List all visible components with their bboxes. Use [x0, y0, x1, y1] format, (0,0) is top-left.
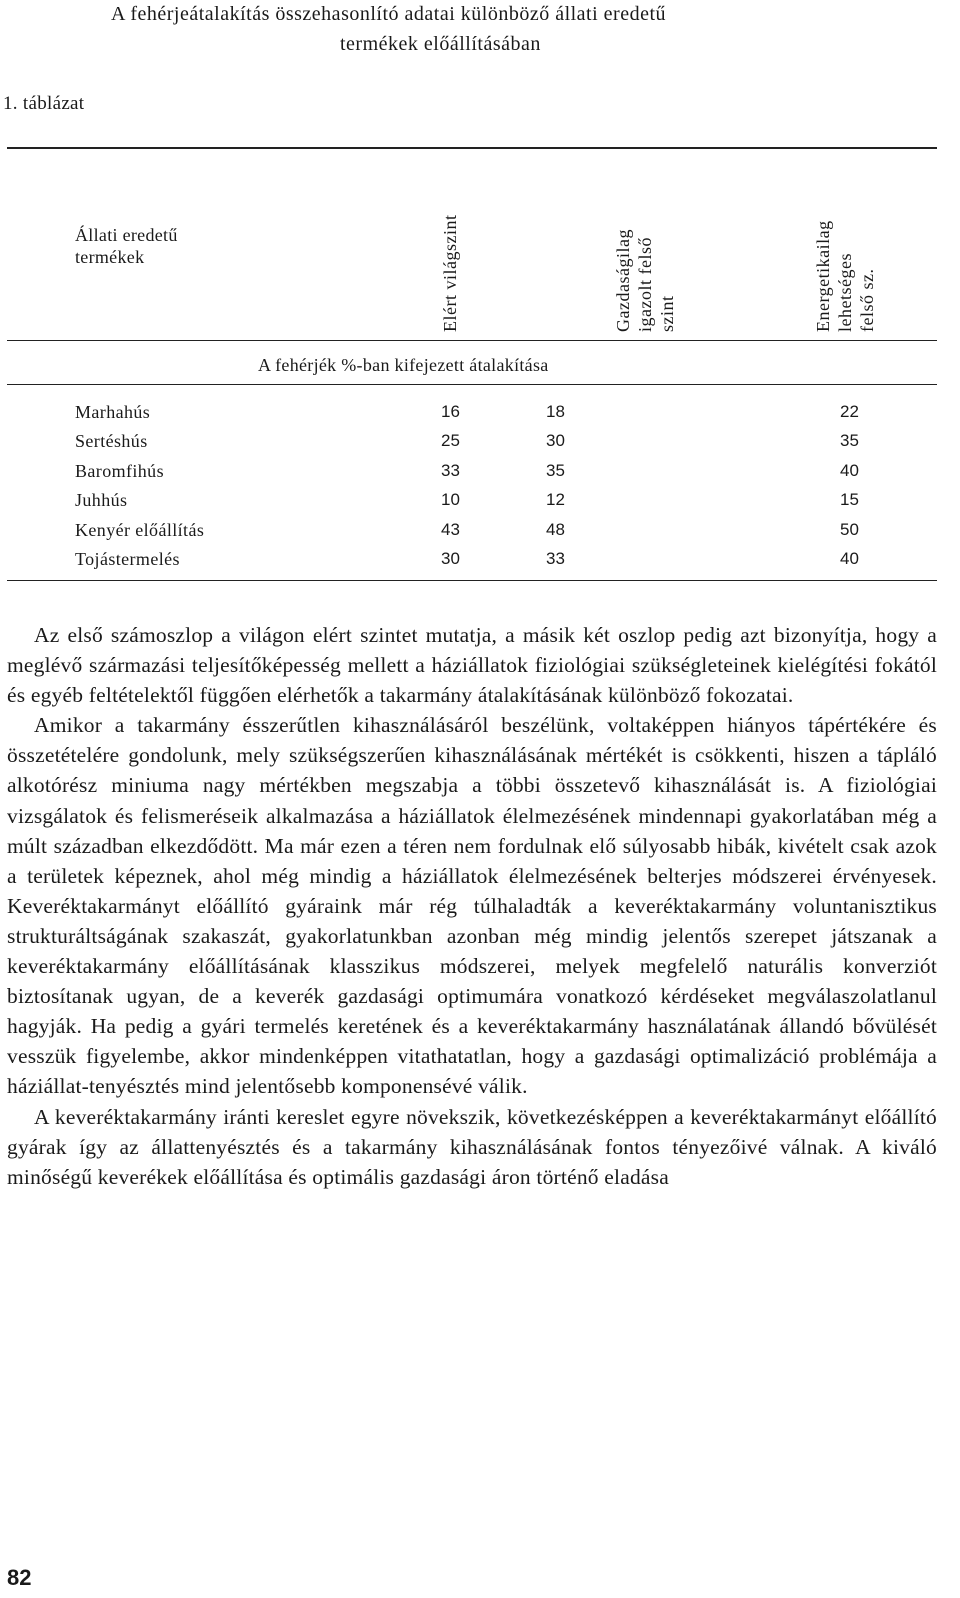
row-header-line-1: Állati eredetű [75, 225, 178, 245]
row-name: Juhhús [75, 490, 128, 510]
row-value-2: 33 [546, 549, 565, 568]
row-value-2: 12 [546, 490, 565, 509]
table-label: 1. táblázat [3, 93, 85, 114]
col-header-2 [612, 229, 678, 332]
table-row [75, 461, 865, 491]
table-row [75, 490, 865, 520]
row-value-3: 50 [840, 520, 859, 539]
table-top-rule [7, 147, 937, 149]
row-value-1: 10 [441, 490, 460, 509]
row-value-1: 33 [441, 461, 460, 480]
row-value-2: 30 [546, 431, 565, 450]
document-title-line-2: termékek előállításában [340, 33, 541, 55]
row-name: Marhahús [75, 402, 151, 422]
table-row [75, 402, 865, 432]
document-title-line-1: A fehérjeátalakítás összehasonlító adatai különböző állati eredetű [111, 3, 667, 25]
row-value-1: 43 [441, 520, 460, 539]
row-name: Sertéshús [75, 431, 148, 451]
col-header-2-line-3: szint [657, 295, 677, 332]
row-name: Baromfihús [75, 461, 164, 481]
row-value-2: 35 [546, 461, 565, 480]
row-header [75, 224, 178, 268]
col-header-2-line-1: Gazdaságilag [613, 229, 633, 332]
table-subheader: A fehérjék %-ban kifejezett átalakítása [258, 355, 549, 375]
table-row [75, 431, 865, 461]
row-value-3: 40 [840, 461, 859, 480]
row-name: Tojástermelés [75, 549, 180, 569]
row-value-2: 18 [546, 402, 565, 421]
col-header-1-label: Elért világszint [440, 214, 460, 332]
row-value-3: 22 [840, 402, 859, 421]
page-number: 82 [7, 1565, 32, 1590]
row-value-1: 30 [441, 549, 460, 568]
table-row [75, 549, 865, 579]
paragraph-2: Amikor a takarmány ésszerűtlen kihasználásáról beszélünk, voltaképpen hiányos tápértékére és összetételére gondolunk, mely szükségszerűen kihasználásának mértékét is csökkenti, hiszen a tápláló alkotórész miniuma nagy mértékben megszabja a többi összetevő kihasználását is. A fiziológiai vizsgálatok és felismeréseik alkalmazása a háziállatok élelmezésének mindennapi gyakorlatában még a múlt században elkezdődött. Ma már ezen a téren nem fordulnak elő súlyosabb hibák, kivételt csak azok a területek képeznek, ahol még mindig a háziállatok élelmezésének belterjes módszerei érvényesek. Keveréktakarmányt előállító gyáraink már rég túlhaladták a keveréktakarmány voluntanisztikus strukturáltságának szakaszát, gyakorlatunkban azonban még mindig jelentős szerepet játszanak a keveréktakarmány előállításának klasszikus módszerei, melyek megfelelő naturális konverziót biztosítanak ugyan, de a keverék gazdasági optimumára vonatkozó kérdéseket megválaszolatlanul hagyják. Ha pedig a gyári termelés keretének és a keveréktakarmány használatának állandó bővülését vesszük figyelembe, akkor mindenképpen vitathatatlan, hogy a gazdasági optimalizáció problémája a háziállat-tenyésztés mind jelentősebb komponensévé válik. [7, 713, 937, 1099]
table-row [75, 520, 865, 550]
col-header-3-line-1: Energetikailag [813, 220, 833, 332]
row-header-line-2: termékek [75, 247, 145, 267]
col-header-3-line-2: lehetséges [835, 253, 855, 332]
col-header-2-line-2: igazolt felső [635, 237, 655, 332]
row-value-3: 15 [840, 490, 859, 509]
paragraph-1: Az első számoszlop a világon elért szintet mutatja, a másik két oszlop pedig azt bizonyítja, hogy a meglévő származási teljesítőképesség mellett a háziállatok fiziológiai szükségleteinek kielégítési fokától és egyéb feltételektől függően elérhetők a takarmány átalakításának különböző fokozatai. [7, 623, 937, 708]
col-header-3 [812, 220, 878, 332]
header-rule [7, 340, 937, 341]
row-value-2: 48 [546, 520, 565, 539]
table-bottom-rule [7, 580, 937, 581]
body-text [7, 620, 937, 1192]
row-value-3: 40 [840, 549, 859, 568]
row-value-1: 25 [441, 431, 460, 450]
subheader-rule [7, 384, 937, 385]
col-header-1 [439, 215, 461, 332]
row-value-1: 16 [441, 402, 460, 421]
paragraph-3: A keveréktakarmány iránti kereslet egyre növekszik, következésképpen a keveréktakarmányt előállító gyárak így az állattenyésztés és a takarmány kihasználásának fontos tényezőivé válnak. A kiváló minőségű keverékek előállítása és optimális gazdasági áron történő eladása [7, 1104, 937, 1189]
row-value-3: 35 [840, 431, 859, 450]
col-header-3-line-3: felső sz. [857, 268, 877, 332]
row-name: Kenyér előállítás [75, 520, 205, 540]
